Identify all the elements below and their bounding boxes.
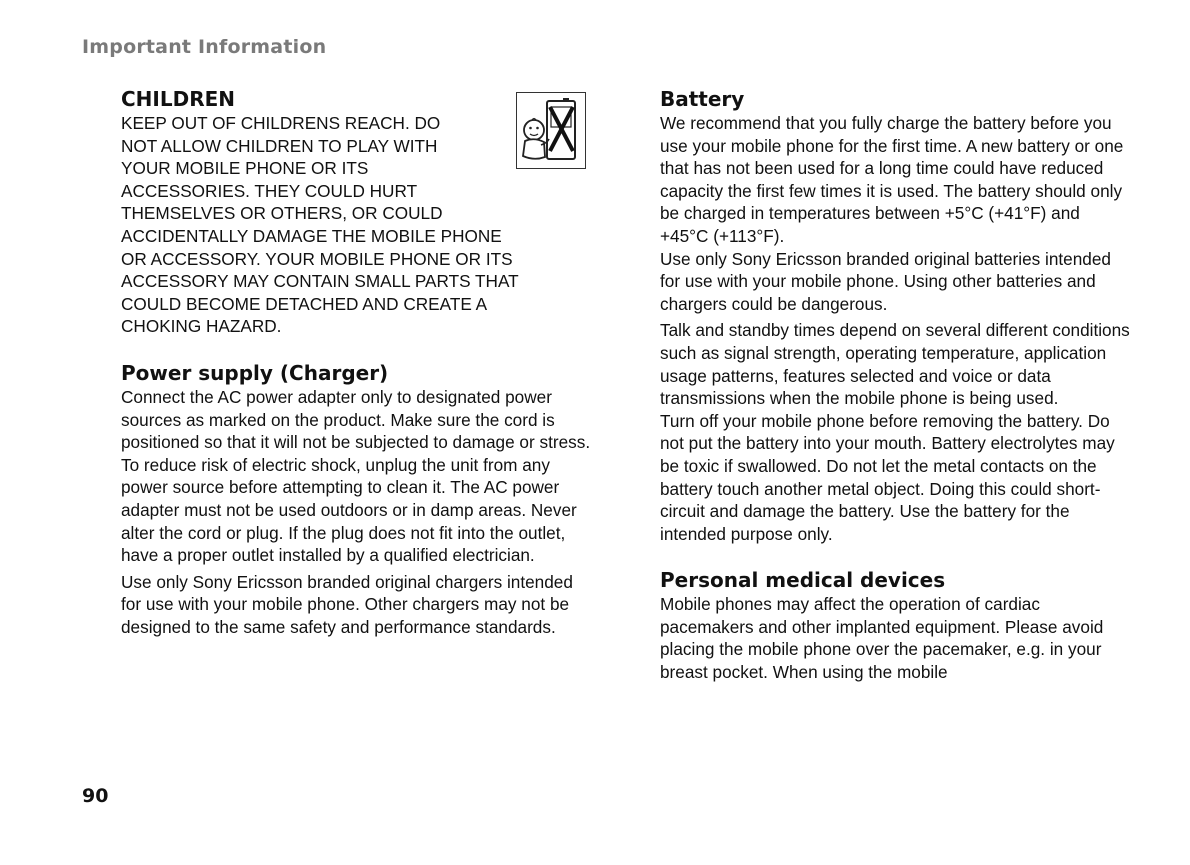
children-line: NOT ALLOW CHILDREN TO PLAY WITH	[121, 135, 438, 156]
right-column	[660, 86, 1130, 684]
page-header: Important Information	[82, 36, 327, 58]
children-line: ACCESSORIES. THEY COULD HURT	[121, 180, 418, 201]
power-supply-paragraph-2: Use only Sony Ericsson branded original chargers intended for use with your mobile phone. Other chargers may not be designed to the same safety and performance standards.	[121, 571, 573, 637]
medical-devices-paragraph: Mobile phones may affect the operation of cardiac pacemakers and other implanted equipment. Please avoid placing the mobile phone over the pacemaker, e.g. in your breast pocket. When using the mobile	[660, 594, 1104, 683]
battery-section	[660, 86, 1130, 545]
battery-paragraph-2: Use only Sony Ericsson branded original batteries intended for use with your mobile phone. Using other batteries and chargers could be dangerous.	[660, 248, 1111, 314]
children-line: KEEP OUT OF CHILDRENS REACH. DO	[121, 113, 441, 133]
medical-devices-heading: Personal medical devices	[660, 568, 946, 593]
battery-paragraph-4: Turn off your mobile phone before removing the battery. Do not put the battery into your mouth. Battery electrolytes may be toxic if swallowed. Do not let the metal contacts on the battery touch another metal object. Doing this could short-circuit and damage the battery. Use the battery for the intended purpose only.	[660, 410, 1115, 544]
children-line: ACCESSORY MAY CONTAIN SMALL PARTS THAT	[121, 271, 519, 292]
power-supply-section	[121, 360, 591, 639]
children-line: OR ACCESSORY. YOUR MOBILE PHONE OR ITS	[121, 248, 513, 269]
power-supply-heading: Power supply (Charger)	[121, 360, 389, 385]
children-heading: CHILDREN	[121, 87, 236, 111]
children-line: THEMSELVES OR OTHERS, OR COULD	[121, 203, 443, 224]
battery-paragraph-1: We recommend that you fully charge the battery before you use your mobile phone for the first time. A new battery or one that has not been used for a long time could have reduced capacity the first few times it is used. The battery should only be charged in temperatures between +5°C (+41°F) and +45°C (+113°F).	[660, 113, 1124, 246]
medical-devices-section	[660, 567, 1130, 683]
battery-heading: Battery	[660, 87, 745, 111]
battery-paragraph-3: Talk and standby times depend on several different conditions such as signal strength, operating temperature, application usage patterns, features selected and voice or data transmissions when the mobile phone is being used.	[660, 320, 1130, 409]
power-supply-paragraph-1: Connect the AC power adapter only to designated power sources as marked on the product. Make sure the cord is positioned so that it will not be subjected to damage or stress. To reduce risk of electric shock, unplug the unit from any power source before attempting to clean it. The AC power adapter must not be used outdoors or in damp areas. Never alter the cord or plug. If the plug does not fit into the outlet, have a proper outlet installed by a qualified electrician.	[121, 386, 591, 566]
page-number: 90	[82, 785, 109, 807]
children-line: COULD BECOME DETACHED AND CREATE A	[121, 293, 488, 314]
children-line: CHOKING HAZARD.	[121, 316, 282, 337]
keep-away-from-children-icon	[516, 92, 586, 169]
children-line: YOUR MOBILE PHONE OR ITS	[121, 158, 369, 179]
children-line: ACCIDENTALLY DAMAGE THE MOBILE PHONE	[121, 225, 502, 246]
